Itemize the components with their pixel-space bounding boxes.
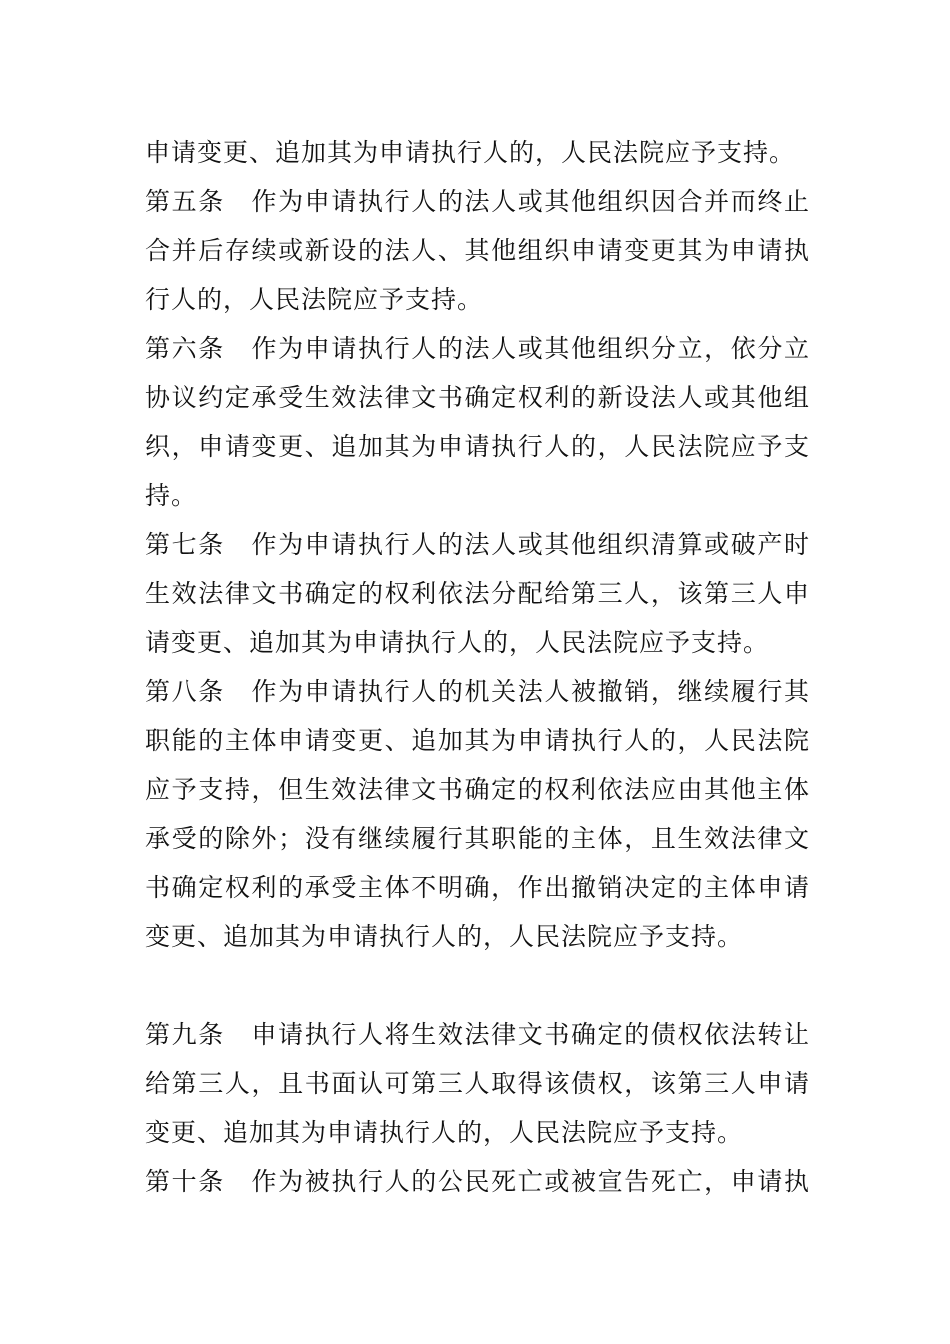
article-6-heading-line: 第六条 作为申请执行人的法人或其他组织分立，依分立 xyxy=(145,334,810,363)
paragraph-line: 书确定权利的承受主体不明确，作出撤销决定的主体申请 xyxy=(145,873,810,902)
paragraph-line: 申请变更、追加其为申请执行人的，人民法院应予支持。 xyxy=(145,138,796,167)
article-7-heading-line: 第七条 作为申请执行人的法人或其他组织清算或破产时 xyxy=(145,530,810,559)
paragraph-line: 合并后存续或新设的法人、其他组织申请变更其为申请执 xyxy=(145,236,810,265)
paragraph-line: 给第三人，且书面认可第三人取得该债权，该第三人申请 xyxy=(145,1069,810,1098)
paragraph-line: 协议约定承受生效法律文书确定权利的新设法人或其他组 xyxy=(145,383,810,412)
paragraph-line: 变更、追加其为申请执行人的，人民法院应予支持。 xyxy=(145,922,744,951)
document-body xyxy=(145,128,810,1206)
paragraph-line: 承受的除外；没有继续履行其职能的主体，且生效法律文 xyxy=(145,824,810,853)
article-5-heading-line: 第五条 作为申请执行人的法人或其他组织因合并而终止 xyxy=(145,187,810,216)
paragraph-line: 应予支持，但生效法律文书确定的权利依法应由其他主体 xyxy=(145,775,810,804)
paragraph-line: 生效法律文书确定的权利依法分配给第三人，该第三人申 xyxy=(145,579,810,608)
paragraph-line: 行人的，人民法院应予支持。 xyxy=(145,285,484,314)
article-10-heading-line: 第十条 作为被执行人的公民死亡或被宣告死亡，申请执 xyxy=(145,1167,810,1196)
article-8-heading-line: 第八条 作为申请执行人的机关法人被撤销，继续履行其 xyxy=(145,677,810,706)
article-9-heading-line: 第九条 申请执行人将生效法律文书确定的债权依法转让 xyxy=(145,1020,810,1049)
paragraph-line: 变更、追加其为申请执行人的，人民法院应予支持。 xyxy=(145,1118,744,1147)
paragraph-line: 织，申请变更、追加其为申请执行人的，人民法院应予支 xyxy=(145,432,810,461)
paragraph-line: 请变更、追加其为申请执行人的，人民法院应予支持。 xyxy=(145,628,770,657)
paragraph-line: 持。 xyxy=(145,481,198,510)
blank-line xyxy=(145,961,810,1010)
paragraph-line: 职能的主体申请变更、追加其为申请执行人的，人民法院 xyxy=(145,726,810,755)
